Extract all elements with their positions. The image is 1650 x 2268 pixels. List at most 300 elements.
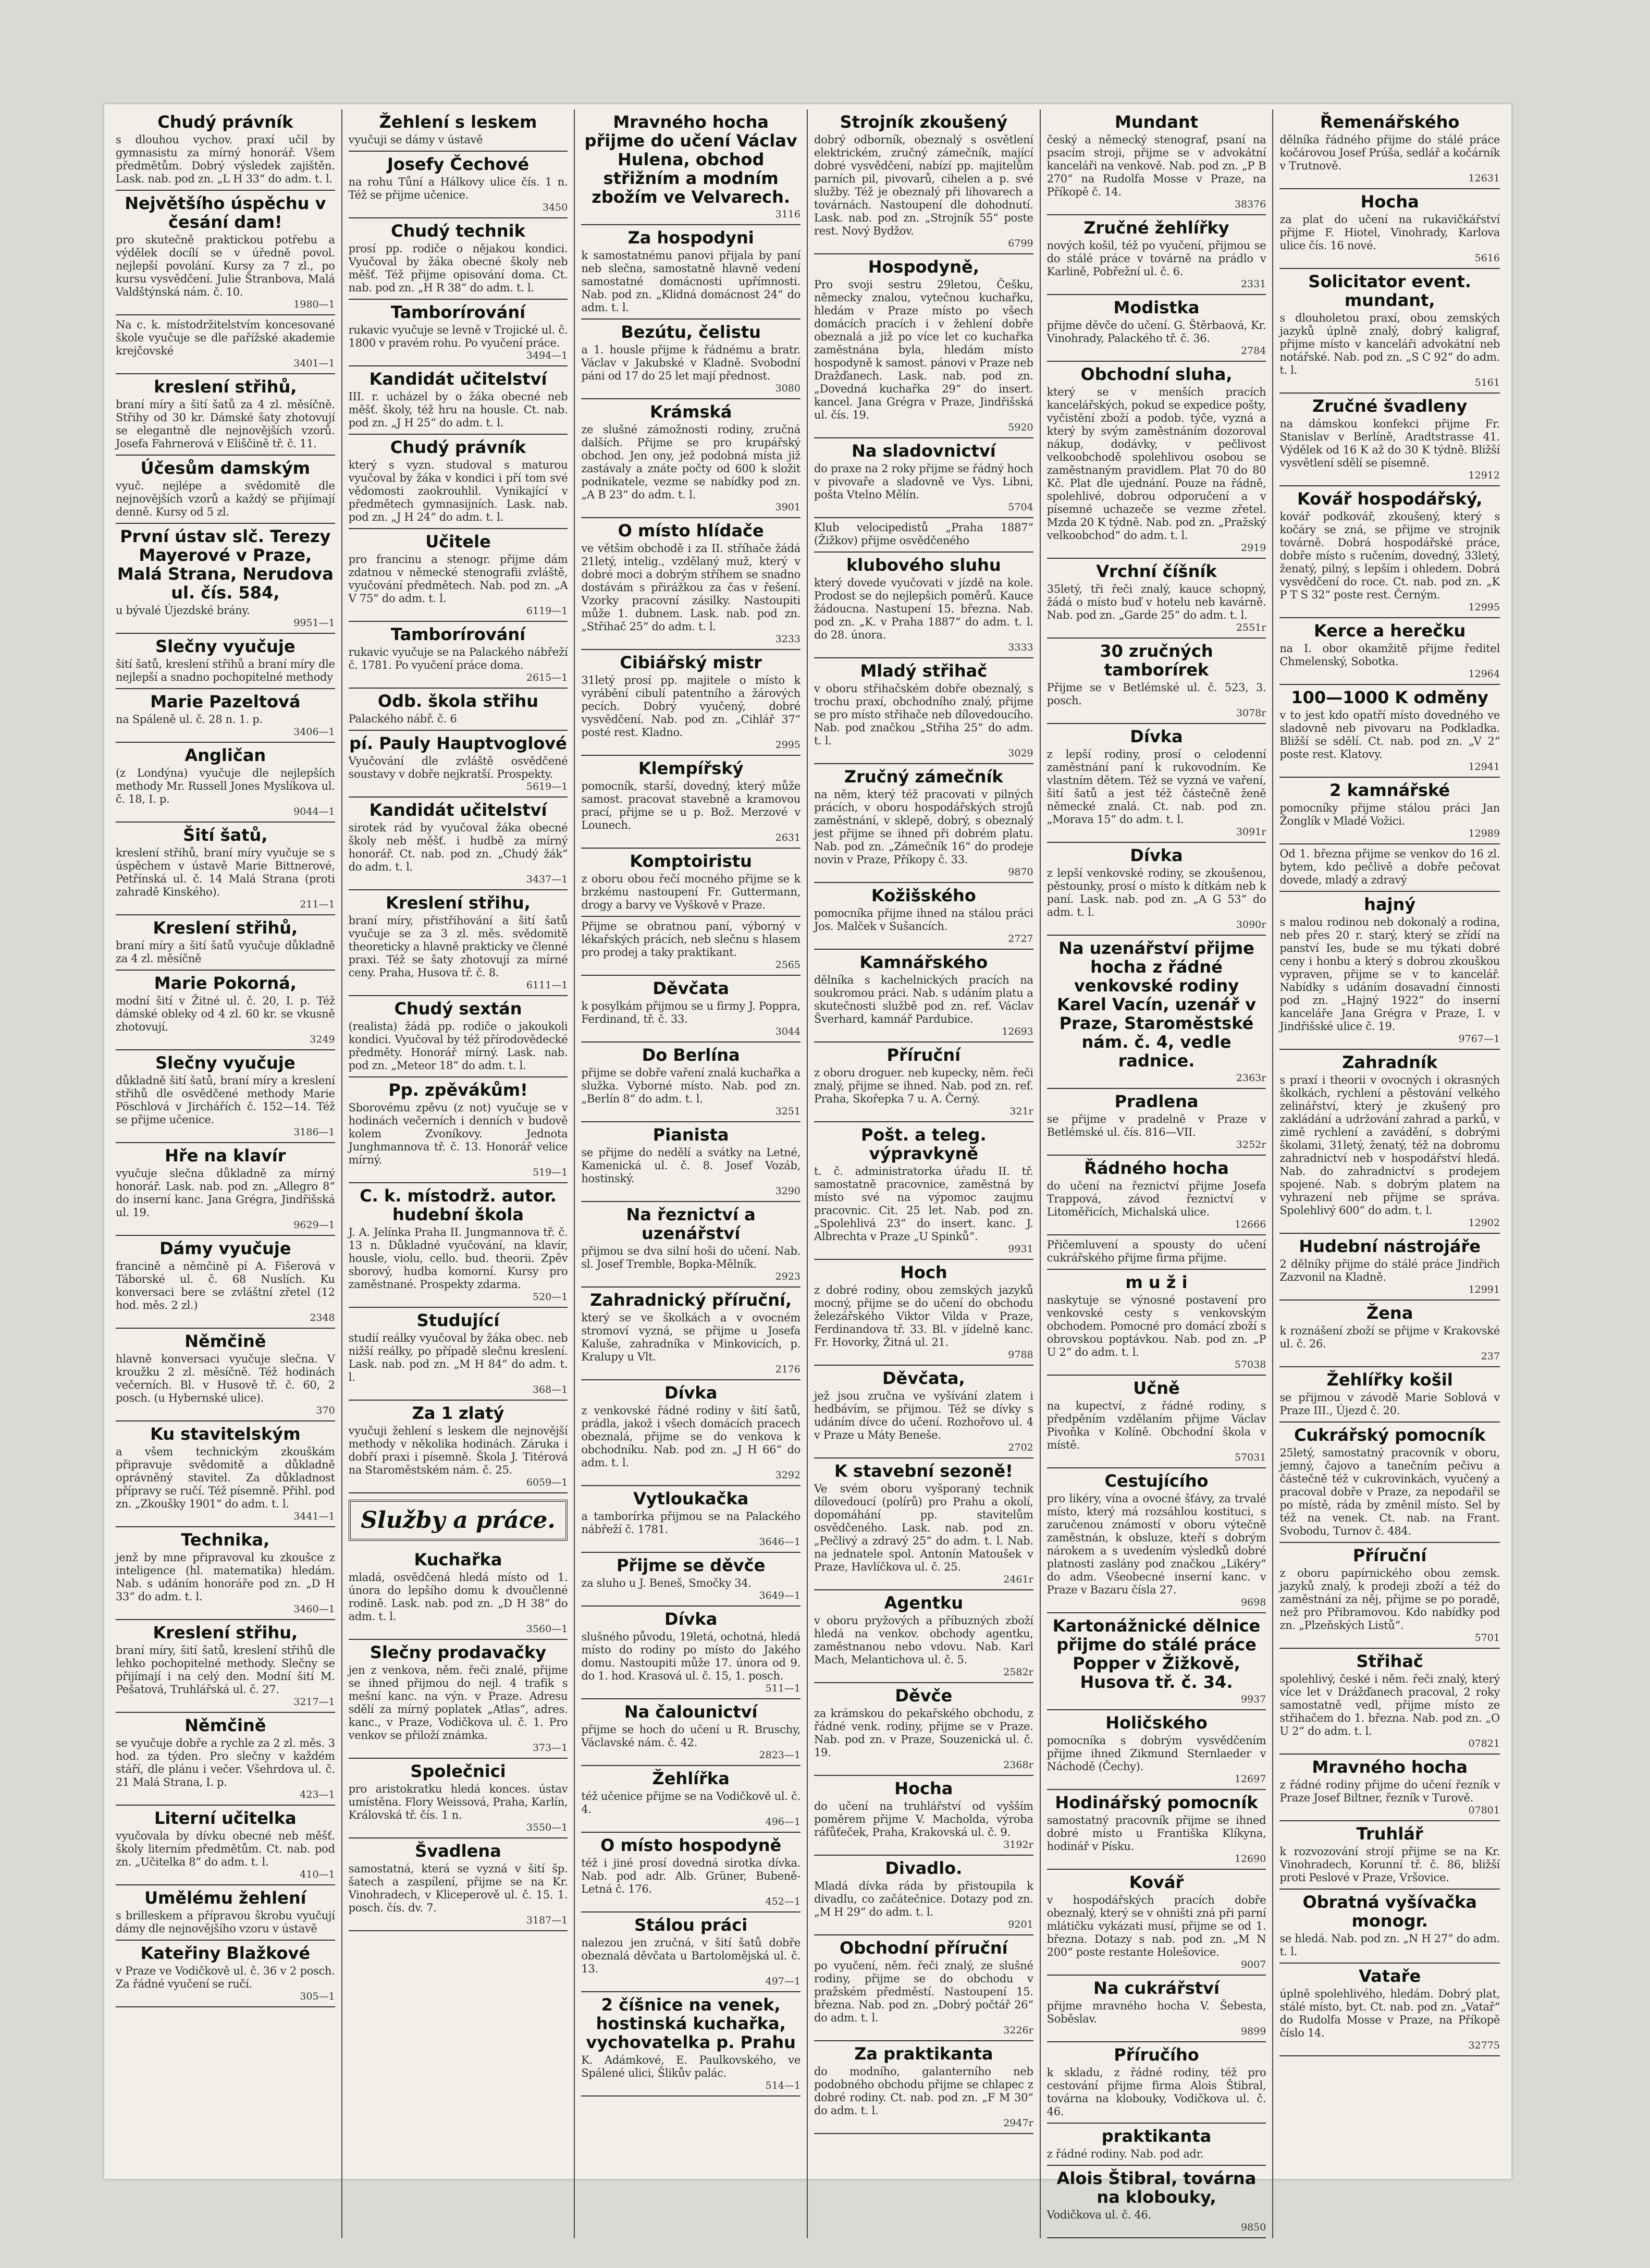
classified-ad [349,1640,568,1759]
ad-title: Mravného hocha [1312,1757,1468,1777]
classified-ad [814,950,1033,1043]
ad-title: Mravného hocha přijme do učení Václav Hulena, obchod střižním a modním zbožím ve Velvarech. [584,112,797,207]
ad-title: Kandidát učitelství [369,369,547,389]
ad-title: Pp. zpěvákům! [388,1080,528,1100]
ad-reference-number: 3560—1 [526,1623,568,1635]
ad-body: z oboru obou řečí mocného přijme se k brzkému nastoupení Fr. Guttermann, drogy a barvy ve Vyškově v Praze. [581,873,801,911]
ad-body: k skladu, z řádné rodiny, též pro cestování přijme firma Alois Štibral, továrna na klobouky, Vodičkova ul. č. 46. [1046,2066,1266,2118]
ad-body: samostatná, která se vyzná v šití šp. šatech a zaspílení, přijme se na Kr. Vinohradech, v Kliceperově ul. č. 15. 1. posch. čís. dv. 7. [348,1862,568,1914]
ad-title: Kamnářského [859,952,988,972]
ad-body: 31letý prosí pp. majitele o místo k vyrábění cibulí patentního a žárových pecích. Dobrý vyučený, dobré vysvědčení. Nab. pod zn. „Cihlář 37“ posté rest. Kladno. [581,674,801,739]
ad-title: Dámy vyučuje [159,1239,291,1258]
classified-ad [1279,1367,1500,1423]
ad-body: u bývalé Újezdské brány. [116,604,250,617]
classified-ad [349,996,568,1077]
ad-body: na kupectví, z řádné rodiny, s předpěním vzdělaním přijme Václav Pivoňka v Kolíně. Obchodní škola v místě. [1046,1400,1266,1451]
classified-ad [581,109,801,225]
ad-body: přijme děvče do učení. G. Štěrbaová, Kr. Vinohrady, Palackého tř. č. 36. [1046,319,1266,345]
ad-title: Společnici [410,1761,506,1781]
ad-title: Za 1 zlatý [412,1403,504,1423]
ad-body: na dámskou konfekci přijme Fr. Stanislav v Berlíně, Aradtstrasse 41. Výdělek od 16 K až do 30 K týdně. Bližší vysvětlení sdělí se písemně. [1279,418,1500,469]
ad-body: Ve svém oboru vyšporaný technik dílovedoucí (polírů) pro Prahu a okolí, dopomáhání pp. stavitelům osvědčeného. Lask. nab. pod zn. „Pečlivý a zdravý 25“ do adm. t. l. Nab. na jednatele spol. Antonín Matoušek v Praze, Havlíčkova ul. č. 25. [814,1482,1033,1573]
classified-ad [116,971,335,1050]
classified-ad [814,1458,1033,1590]
classified-ad [814,1122,1033,1260]
ad-title: Kateřiny Blažkové [140,1943,311,1963]
ad-body: do modního, galanterního neb podobného obchodu přijme se chlapec z dobré rodiny. Ct. nab. pod zn. „F M 30“ do adm. t. l. [814,2065,1033,2117]
classified-ad [1047,2042,1266,2124]
ad-title: Na čalounictví [624,1702,758,1722]
classified-ad [116,315,335,374]
ad-body: na něm, který též pracovati v pilných prácích, v oboru hospodářských strojů zaměstnání, v sklepě, dobrý, s obeznalý jest přijme se ihned při dobrém platu. Nab. pod zn. „Zámečník 16“ do prodeje novin v Praze, Příkopy č. 33. [814,788,1033,866]
ad-title: Slečny vyučuje [155,1053,295,1073]
classified-ad [349,529,568,622]
classified-ad [349,1308,568,1401]
ad-reference-number: 5619—1 [526,781,568,792]
ad-title: Tamborírování [390,624,526,644]
classified-ad [581,1553,801,1607]
classified-ad [1047,1235,1266,1270]
ad-body: 2 dělníky přijme do stálé práce Jindřich Zazvonil na Kladně. [1279,1258,1500,1283]
ad-reference-number: 07801 [1468,1805,1500,1816]
classified-ad [1279,1755,1500,1821]
ad-title: 100—1000 K odměny [1291,688,1488,707]
ad-title: Zručný zámečník [844,767,1003,787]
classified-ad [1279,394,1500,486]
ad-body: do praxe na 2 roky přijme se řádný hoch v pivovaře a sladovně ve Vys. Libni, pošta Vtelno Mělín. [814,462,1033,501]
ad-body: k samostatnému panovi přijala by paní neb slečna, samostatně hlavně vedení samostatné domácnosti upřímnosti. Nab. pod zn. „Klidná domácnost 24“ do adm. t. l. [581,249,801,314]
ad-reference-number: 3249 [310,1034,335,1045]
ad-title: Dívka [1130,845,1183,865]
classified-ad [581,849,801,917]
classified-ad [814,1366,1033,1458]
classified-ad [1047,1376,1266,1468]
ad-body: Od 1. března přijme se venkov do 16 zl. bytem, kdo pečlivě a dobře pečovat dovede, mladý a zdravý [1279,848,1500,886]
ad-reference-number: 6799 [1008,238,1033,249]
ad-body: nových košil, též po vyučení, přijmou se do stálé práce v továrně na prádlo v Karlině, Pobřežní ul. č. 6. [1046,239,1266,278]
ad-body: s brilleskem a přípravou škrobu vyučují dámy dle nejnovějšího vzoru v ústavě [116,1909,335,1935]
ad-title: klubového sluhu [846,555,1001,575]
ad-body: úplně spolehlivého, hledám. Dobrý plat, stálé místo, byt. Ct. nab. pod zn. „Vatař“ do Rudolfa Mosse v Praze, na Příkopě číslo 14. [1279,1988,1500,2039]
classified-ad [1047,1089,1266,1156]
classified-ad [1047,936,1266,1089]
ad-body: nalezou jen zručná, v šití šatů dobře obeznalá děvčata u Bartolomějská ul. č. 13. [581,1936,801,1975]
ad-reference-number: 373—1 [532,1742,568,1754]
ad-title: Děvče [895,1686,953,1706]
ad-reference-number: 3252r [1236,1139,1266,1150]
ad-body: III. r. ucházel by o žáka obecné neb měšť. školy, též hru na housle. Ct. nab. pod zn. „J H 25“ do adm. t. l. [348,390,568,429]
ad-title: Za hospodyni [627,228,754,248]
classified-ad [1279,685,1500,778]
ad-title: Dívka [664,1609,718,1629]
classified-ad [1279,892,1500,1050]
ad-reference-number: 12690 [1234,1853,1266,1865]
ad-title: Vytloukačka [633,1489,749,1509]
ad-body: francině a němčině pí A. Fišerová v Táborské ul. č. 68 Nuslích. Ku konversaci bere se zvláštní zřetel (12 hod. měs. 2 zl.) [116,1260,335,1311]
ad-title: 30 zručných tamborírek [1100,641,1213,680]
ad-body: se přijme v pradelně v Praze v Betlémské ul. čís. 816—VII. [1046,1113,1266,1138]
ad-body: pro skutečně praktickou potřebu a výdělek docílí se v úředně povol. nejlepší povolání. Kursy za 7 zl., po kursu vysvědčení. Julie Štranbova, Malá Valdštýnská nám. č. 10. [116,234,335,298]
ad-reference-number: 57038 [1234,1359,1266,1370]
classified-ad [1047,559,1266,639]
ad-title: Vrchní číšník [1096,561,1217,581]
ad-reference-number: 5704 [1008,501,1033,513]
ad-columns [109,109,1506,2233]
ad-title: Odb. škola střihu [377,691,539,711]
ad-title: Obchodní příruční [840,1938,1008,1958]
ad-title: Chudý právník [157,112,293,132]
ad-reference-number: 38376 [1234,199,1266,210]
ad-reference-number: 305—1 [300,1991,335,2002]
ad-body: na I. obor okamžitě přijme ředitel Chmelenský, Sobotka. [1279,642,1500,668]
classified-ad [581,1766,801,1833]
classified-ad [1047,843,1266,936]
classified-ad [581,1043,801,1122]
ad-reference-number: 410—1 [300,1869,335,1880]
ad-body: Vyučování dle zvláště osvědčené soustavy v dobře nejkratší. Prospekty. [348,755,568,780]
ad-reference-number: 2368r [1003,1759,1033,1771]
ad-title: Pradlena [1114,1092,1199,1111]
ad-reference-number: 2784 [1240,345,1266,357]
ad-body: který se ve školkách a v ovocném stromoví vyzná, se přijme u Josefa Kaluše, zahradníka v Minkovicích, p. Kralupy u Vlt. [581,1311,801,1363]
classified-ad [349,218,568,300]
ad-title: Střihač [1356,1651,1423,1671]
ad-body: Přijme se obratnou paní, výborný v lékařských prácích, neb slečnu s hlasem pro prodej a taky praktikant. [581,920,801,959]
ad-reference-number: 12995 [1468,602,1500,613]
ad-title: Příručího [1114,2045,1199,2065]
ad-reference-number: 5616 [1474,252,1500,264]
ad-title: Hospodyně, [868,257,979,277]
ad-body: Mladá dívka ráda by přistoupila k divadlu, co začátečnice. Dotazy pod zn. „M H 29“ do adm. t. l. [814,1880,1033,1918]
ad-title: Studující [416,1310,500,1330]
ad-body: z lepší rodiny, prosí o celodenní zaměstnání paní k rukovodním. Ke vlastním dětem. Též se vyzná ve vaření, šití šatů a jest též částečně ženě německé znalá. Ct. nab. pod zn. „Morava 15“ do adm. t. l. [1046,748,1266,826]
ad-body: v hospodářských pracích dobře obeznalý, který se v ohništi zná při parní mlátičku vykázati musí, přijme se od 1. března. Dotazy s nab. pod zn. „M N 200“ poste restante Holešovice. [1046,1894,1266,1958]
ad-reference-number: 2947r [1003,2117,1033,2129]
ad-reference-number: 2565 [775,959,801,971]
ad-reference-number: 12697 [1234,1773,1266,1785]
classified-ad [581,976,801,1043]
ad-reference-number: 3450 [542,202,568,213]
ad-reference-number: 496—1 [765,1816,801,1828]
ad-title: Cestujícího [1104,1471,1209,1491]
ad-reference-number: 3441—1 [293,1511,335,1522]
classified-ad [116,915,335,971]
classified-ad [349,366,568,435]
classified-ad [1047,1790,1266,1870]
ad-body: spolehlivý, české i něm. řeči znalý, který více let v Drážďanech pracoval, 2 roky samostatně vedl, přijme místo ze střihačem do 1. března. Nab. pod zn. „O U 2“ do adm. t. l. [1279,1673,1500,1737]
classified-ad [116,689,335,743]
classified-ad [349,1401,568,1493]
newspaper-page [104,104,1511,2233]
ad-title: Alois Štibral, továrna na klobouky, [1056,2168,1257,2207]
ad-body: s praxí i theorii v ovocných i okrasných školkách, rychlení a pěstování velkého zelinářství, který je zkušený pro zakládání a udržování zahrad a parků, v zimě rychlení a zavádění, s dobrými školami, 31letý, ženatý, též na dobromu zahradnictví neb v hospodářství hledá. Nab. do zahradnictví s prodejem spojené. Nab. s dobrým platem na vyhrazení neb přijme se správa. Spolehlivý 600“ do adm. t. l. [1279,1074,1500,1217]
classified-ad [1279,1649,1500,1755]
ad-title: Mladý střihač [860,661,988,681]
ad-reference-number: 2727 [1008,933,1033,945]
ad-body: pomocník, starší, dovedný, který může samost. pracovat stavebně a kramovou prací, přijme se u p. Bož. Merzové v Lounech. [581,780,801,831]
ad-body: se hledá. Nab. pod zn. „N H 27“ do adm. t. l. [1279,1932,1500,1958]
ad-reference-number: 2823—1 [759,1749,801,1761]
ad-body: na Spáleně ul. č. 28 n. 1. p. [116,713,263,726]
ad-reference-number: 3333 [1008,642,1033,653]
ad-reference-number: 12964 [1468,668,1500,680]
ad-body: se vyučuje dobře a rychle za 2 zl. měs. 3 hod. za týden. Pro slečny v každém stáří, dle plánu i večer. Všehrdova ul. č. 21 Malá Strana, I. p. [116,1737,335,1788]
ad-body: 35letý, tři řeči znalý, kauce schopný, žádá o místo buď v hotelu neb kavárně. Nab. pod zn. „Garde 25“ do adm. t. l. [1046,583,1266,621]
classified-ad [349,1759,568,1838]
ad-reference-number: 497—1 [765,1976,801,1987]
ad-title: Hudební nástrojáře [1299,1236,1481,1256]
ad-title: Žehlení s leskem [379,112,537,132]
ad-title: Za praktikanta [854,2044,993,2064]
classified-ad [349,109,568,152]
ad-body: v oboru střihačském dobře obeznalý, s trochu praxí, obchodního znalý, přijme se pro místo střihače neb dílovedoucího. Nab. pod značkou „Střiha 25“ do adm. t. l. [814,682,1033,747]
classified-ad [814,553,1033,658]
ad-body: samostatný pracovník přijme se ihned dobré místo u Františka Klíkyna, hodinář v Písku. [1046,1814,1266,1853]
classified-ad [116,1527,335,1620]
ad-body: rukavic vyučuje se na Palackého nábřeží č. 1781. Po vyučení práce doma. [348,646,568,671]
ad-body: který s vyzn. studoval s maturou vyučoval by žáka v kondici i pří tom své vědomosti zaokrouhlil. Vynikající v předmětech gymnasijních. Lask. nab. pod zn. „J H 24“ do adm. t. l. [348,459,568,523]
column-5 [1041,109,1274,2238]
classified-ad [349,152,568,218]
classified-ad [581,225,801,320]
ad-body: pro francinu a stenogr. přijme dám zdatnou v německé stenografii zvláště, vyučování předmětech. Nab. pod zn. „A V 75“ do adm. t. l. [348,553,568,605]
classified-ad [116,1885,335,1941]
classified-ad [1047,1468,1266,1613]
ad-title: Krámská [649,402,732,422]
ad-title: Komptoiristu [630,851,752,871]
ad-body: naskytuje se výnosné postavení pro venkovské cesty s venkovským obchodem. Pomocné pro domácí zboží s obrovskou poptávkou. Nab. pod zn. „P U 2“ do adm. t. l. [1046,1294,1266,1358]
ad-body: mladá, osvědčená hledá místo od 1. února do lepšího domu k dvoučlenné rodině. Lask. nab. pod zn. „D H 38“ do adm. t. l. [348,1571,568,1623]
ad-title: Obchodní sluha, [1080,364,1233,384]
ad-title: Agentku [884,1593,964,1613]
ad-title: Žena [1366,1303,1413,1323]
ad-reference-number: 3290 [775,1185,801,1197]
ad-reference-number: 3217—1 [293,1696,335,1708]
column-1 [109,109,342,2238]
classified-ad [116,1421,335,1527]
ad-body: vyučovala by dívku obecné neb měšť. školy literním předmětům. Ct. nab. pod zn. „Učitelka 8“ do adm. t. l. [116,1830,335,1868]
ad-title: Hoch [900,1262,947,1282]
ad-reference-number: 9767—1 [1458,1033,1500,1045]
ad-title: Modistka [1113,298,1200,317]
ad-body: český a německý stenograf, psaní na psacím stroji, přijme se v advokátní kanceláři na venkově. Nab. pod zn. „P B 270“ na Rudolfa Mosse v Praze, na Příkopě č. 14. [1046,133,1266,198]
ad-reference-number: 2995 [775,739,801,751]
ad-body: modní šití v Žitné ul. č. 20, I. p. Též dámské obleky od 4 zl. 60 kr. se vkusně zhotovují. [116,995,335,1033]
classified-ad [349,731,568,798]
ad-title: Na uzenářství přijme hocha z řádné venkovské rodiny Karel Vacín, uzenář v Praze, Staroměstské nám. č. 4, vedle radnice. [1057,938,1256,1071]
ad-body: se přijmou v závodě Marie Soblová v Praze III., Újezd č. 20. [1279,1391,1500,1417]
ad-reference-number: 452—1 [765,1896,801,1907]
ad-reference-number: 3187—1 [526,1915,568,1926]
ad-title: Řádného hocha [1084,1158,1229,1178]
ad-title: hajný [1364,894,1416,914]
ad-title: Kuchařka [414,1550,502,1570]
ad-title: 2 kamnářské [1329,780,1450,800]
ad-reference-number: 12991 [1468,1284,1500,1295]
ad-body: k rozvozování strojí přijme se na Kr. Vinohradech, Korunní tř. č. 86, bližší proti Peslové v Praze, Vršovice. [1279,1845,1500,1884]
ad-title: Žehlířky košil [1326,1370,1453,1390]
column-3 [575,109,808,2238]
classified-ad [814,764,1033,883]
ad-title: Řemenářského [1320,112,1460,132]
classified-ad [581,1380,801,1486]
ad-title: Pianista [652,1125,729,1145]
ad-title: Kreslení střihu, [386,893,531,913]
classified-ad [116,1620,335,1713]
ad-body: Sborovému zpěvu (z not) vyučuje se v hodinách večerních i denních v budově kolem Zvoníkovy. Jednota Junghmannova tř. č. 13. Honorář velice mírný. [348,1101,568,1166]
classified-ad [116,1941,335,2007]
classified-ad [1047,1976,1266,2042]
ad-body: J. A. Jelínka Praha II. Jungmannova tř. č. 13 n. Důkladné vyučování, na klavír, housle, violu, cello. bud. theorii. Zpěv sborový, hudba komorní. Kursy pro zaměstnané. Prospekty zdarma. [348,1226,568,1291]
ad-reference-number: 9931 [1008,1243,1033,1255]
ad-title: Děvčata, [882,1368,965,1388]
ad-body: kreslení střihů, braní míry vyučuje se s úspěchem v ústavě Marie Bittnerové, Petřínská ul. č. 14 Malá Strana (proti zahradě Kinského). [116,847,335,898]
ad-reference-number: 3406—1 [293,726,335,738]
ad-title: Šití šatů, [183,825,268,845]
classified-ad [349,435,568,529]
ad-title: Klempířský [638,758,744,778]
ad-title: Literní učitelka [154,1808,297,1828]
ad-reference-number: 2615—1 [526,672,568,683]
ad-body: Na c. k. místodržitelstvím koncesované škole vyučuje se dle pařížské akademie krejčovské [116,318,335,357]
ad-title: Příruční [1352,1546,1427,1565]
classified-ad [1279,109,1500,189]
classified-ad [814,518,1033,553]
ad-reference-number: 211—1 [300,899,335,910]
ad-body: braní míry, šití šatů, kreslení střihů dle lehko pochopitelné methody. Slečny se přijímají i na celý den. Modní šití M. Pešatová, Truhlářská ul. č. 27. [116,1644,335,1696]
ad-title: C. k. místodrž. autor. hudební škola [360,1186,557,1224]
ad-reference-number: 9629—1 [293,1219,335,1231]
ad-reference-number: 9201 [1008,1919,1033,1930]
classified-ad [116,1329,335,1421]
section-banner: Služby a práce. [349,1500,568,1541]
ad-body: a 1. housle přijme k řádnému a bratr. Václav v Jakubské v Kladně. Svobodní páni od 17 do 25 let mají přednost. [581,344,801,382]
classified-ad [814,1935,1033,2041]
ad-title: Kandidát učitelství [369,800,547,820]
ad-reference-number: 368—1 [532,1384,568,1395]
ad-reference-number: 2702 [1008,1442,1033,1453]
ad-reference-number: 9951—1 [293,617,335,629]
classified-ad [814,658,1033,764]
ad-body: přijmou se dva silní hoši do učení. Nab. sl. Josef Tremble, Bopka-Mělník. [581,1245,801,1270]
ad-body: pro likéry, vína a ovocné šťávy, za trvalé místo, který má rozsáhlou kostituci, s zaručenou známostí v oboru výtečně zaměstnán, k obsluze, kteří s dobrým nárokem a s uvedením výsledků dobré platnosti zaslány pod značkou „Likéry“ do adm. Všeobecné inserní kanc. v Praze v Bazaru čísla 27. [1046,1492,1266,1596]
ad-body: z řádné rodiny přijme do učení řezník v Praze Josef Biltner, řezník v Turově. [1279,1779,1500,1804]
classified-ad [581,518,801,650]
ad-body: za sluho u J. Beneš, Smočky 34. [581,1577,752,1589]
ad-body: který se v menších pracích kancelářských, pokud se expedice pošty, vyčistění zboží a podob. týče, vyzná a který by svým zaměstnáním dozoroval nákup, dodávky, v pečlivost velkoobchodě spolehlivou osobou se zaměstnaným pravidlem. Plat 70 do 80 Kč. Plat dle ujednání. Pouze na řádně, spolehlivé, dobrou odporučení a v písemné uchazeče se vezme zřetel. Mzda 20 K týdně. Nab. pod zn. „Pražský velkoobchod“ do adm. t. l. [1046,386,1266,542]
ad-title: Slečny vyučuje [155,636,295,656]
ad-body: přijme mravného hocha V. Šebesta, Soběslav. [1046,2000,1266,2025]
ad-body: jen z venkova, něm. řeči znalé, přijme se ihned přijmou do nejl. 4 trafik s mešní kanc. na výn. v Praze. Adresu sdělí za mírný poplatek „Atlas“, adres. kanc., v Praze, Vodičkova ul. č. 1. Pro venkov se přiloží známka. [348,1664,568,1742]
classified-ad [116,456,335,524]
classified-ad [1279,1821,1500,1890]
classified-ad [1047,1613,1266,1710]
ad-reference-number: 3233 [775,633,801,645]
ad-reference-number: 3029 [1008,747,1033,759]
ad-title: Josefy Čechové [387,154,530,174]
ad-reference-number: 12989 [1468,828,1500,839]
ad-title: Tamborírování [390,302,526,322]
classified-ad [116,823,335,915]
ad-body: pro aristokratku hledá konces. ústav umístěna. Flory Weissová, Praha, Karlín, Královská tř. čís. 1 n. [348,1783,568,1821]
classified-ad [349,300,568,366]
ad-title: Chudý sextán [394,999,522,1019]
classified-ad [1047,109,1266,215]
classified-ad [581,1288,801,1380]
ad-reference-number: 2919 [1240,542,1266,554]
classified-ad [349,1547,568,1640]
classified-ad [581,917,801,976]
ad-body: v oboru pryžových a příbuzných zboží hledá na venkov. obchody agentku, zaměstnanou nebo vdovu. Nab. Karl Mach, Melantichova ul. č. 5. [814,1614,1033,1666]
ad-body: důkladně šití šatů, braní míry a kreslení střihů dle osvědčené methody Marie Pöschlová v Jirchářích č. 152—14. Též se přijme učenice. [116,1074,335,1126]
ad-title: Marie Pazeltová [150,692,301,712]
ad-body: dělníka řádného přijme do stálé práce kočárovou Josef Prúša, sedlář a kočárník v Trutnově. [1279,133,1500,172]
ad-body: s dlouholetou praxí, obou zemských jazyků úplně znalý, dobrý kaligraf, přijme místo v kanceláři advokátní neb notářské. Nab. pod zn. „S C 92“ do adm. t. l. [1279,312,1500,376]
ad-title: pí. Pauly Hauptvoglové [349,733,567,753]
ad-reference-number: 9870 [1008,866,1033,878]
ad-body: vyučuji se dámy v ústavě [348,133,483,146]
classified-ad [581,1122,801,1202]
ad-title: m u ž i [1125,1272,1188,1292]
classified-ad [1047,2124,1266,2166]
ad-body: 25letý, samostatný pracovník v oboru, jemný, čajovo a tanečním pečivu a částečně též v cukrovinkách, vyučený a pracoval dobře v Praze, za nepodařil se po místě, ráda by změnil místo. Sel by též na venek. Ct. nab. na Frant. Svobodu, Turnov č. 484. [1279,1446,1500,1537]
ad-title: Hocha [1360,192,1419,212]
classified-ad [349,622,568,689]
classified-ad [116,191,335,315]
ad-reference-number: 9937 [1240,1694,1266,1705]
ad-title: Dívka [1130,727,1183,746]
classified-ad [1279,1050,1500,1234]
ad-body: z venkovské řádné rodiny v šití šatů, prádla, jakož i všech domácích pracech obeznalá, přijme se do venkova k obchodníku. Nab. pod zn. „J H 66“ do adm. t. l. [581,1404,801,1469]
ad-body: přijme se dobře vaření znalá kuchařka a služka. Vyborné místo. Nab. pod zn. „Berlín 8“ do adm. t. l. [581,1066,801,1105]
classified-ad [1047,362,1266,559]
ad-title: O místo hlídače [618,521,764,541]
ad-title: Hocha [894,1779,953,1798]
classified-ad [581,1486,801,1553]
ad-reference-number: 12631 [1468,173,1500,184]
ad-body: ze slušné zámožnosti rodiny, zručná dalších. Přijme se pro krupářský obchod. Jen ony, jež podobná místa již zastávaly a znáte počty od 600 k složit podnikatele, vezme se nabídky pod zn. „A B 23“ do adm. t. l. [581,423,801,501]
ad-body: vyučuji žehlení s leskem dle nejnovější methody v několika hodinách. Záruka i dobří praxi i písemně. Škola J. Titérová na Staroměstském nám. č. 25. [348,1425,568,1476]
ad-reference-number: 3494—1 [526,350,568,361]
ad-body: z oboru droguer. neb kupecky, něm. řeči znalý, přijme se ihned. Nab. pod zn. ref. Praha, Skořepka 7 u. A. Černý. [814,1066,1033,1105]
ad-body: šití šatů, kreslení střihů a braní míry dle nejlepší a snadno pochopitelné methody [116,658,335,683]
ad-reference-number: 12912 [1468,470,1500,481]
ad-title: praktikanta [1101,2126,1212,2146]
classified-ad [581,1699,801,1766]
classified-ad [116,634,335,689]
ad-body: za plat do učení na rukavičkářství přijme F. Hiotel, Vinohrady, Karlova ulice čís. 16 nové. [1279,213,1500,252]
classified-ad [581,1202,801,1288]
ad-reference-number: 07821 [1468,1738,1500,1749]
ad-body: Přičemluvení a spousty do učení cukrářského přijme firma přijme. [1046,1239,1266,1264]
ad-body: se přijme do nedělí a svátky na Letné, Kamenická ul. č. 8. Josef Vozáb, hostinský. [581,1146,801,1185]
ad-reference-number: 3460—1 [293,1603,335,1615]
column-6 [1273,109,1506,2238]
ad-reference-number: 12902 [1468,1217,1500,1229]
classified-ad [1279,269,1500,394]
classified-ad [349,798,568,890]
ad-reference-number: 2631 [775,832,801,843]
ad-body: z oboru papírnického obou zemsk. jazyků znalý, k prodeji zboží a též do zaměstnání za něj, přijme se po poradě, než pro Přibramovou. Kdo nabídky pod zn. „Plzeňských Listů“. [1279,1567,1500,1632]
ad-reference-number: 2363r [1236,1072,1266,1084]
classified-ad [1047,215,1266,295]
ad-reference-number: 3078r [1236,707,1266,719]
ad-body: ve většim obchodě i za II. stříhače žádá 21letý, intelig., vzdělaný muž, který v dobré moci a dobrým stříhem se snadno dostávám s přirážkou za čas v řešení. Vzorky pracovní zásilky. Nastoupiti může 1. dubnem. Lask. nab. pod zn. „Střihač 25“ do adm. t. l. [581,542,801,633]
ad-body: vyuč. nejlépe a svědomitě dle nejnovějších vzorů a každý se přijímají denně. Kursy od 5 zl. [116,480,335,518]
classified-ad [581,1833,801,1913]
ad-body: prosí pp. rodiče o nějakou kondici. Vyučoval by žáka obecné školy neb měšť. Též přijme opisování doma. Ct. nab. pod zn. „H R 38“ do adm. t. l. [348,242,568,294]
ad-body: k posylkám přijmou se u firmy J. Poppra, Ferdinand, tř. č. 33. [581,1000,801,1025]
